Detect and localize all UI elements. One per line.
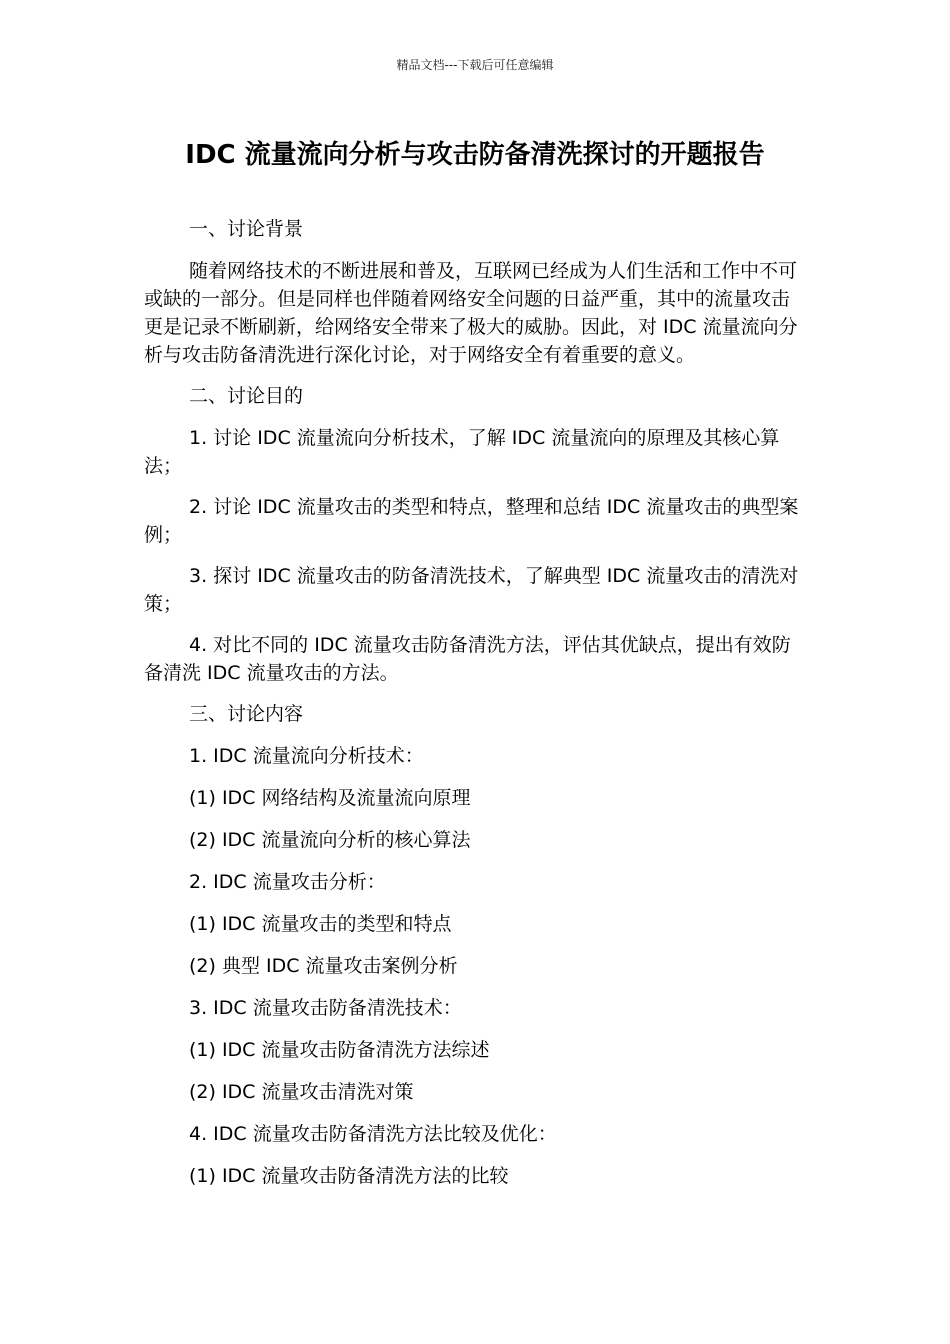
purpose-item-3: 3. 探讨 IDC 流量攻击的防备清洗技术，了解典型 IDC 流量攻击的清洗对策； — [144, 565, 799, 615]
section-heading-purpose: 二、讨论目的 — [189, 385, 304, 407]
section-heading-background: 一、讨论背景 — [189, 218, 304, 240]
document-title: IDC 流量流向分析与攻击防备清洗探讨的开题报告 — [185, 140, 765, 170]
purpose-item-2: 2. 讨论 IDC 流量攻击的类型和特点，整理和总结 IDC 流量攻击的典型案例； — [144, 496, 799, 546]
header-note: 精品文档---下载后可任意编辑 — [396, 58, 554, 72]
content-item-2-1: (1) IDC 流量攻击的类型和特点 — [189, 913, 452, 935]
content-item-3-1: (1) IDC 流量攻击防备清洗方法综述 — [189, 1039, 490, 1061]
content-item-4: 4. IDC 流量攻击防备清洗方法比较及优化： — [189, 1123, 557, 1145]
content-item-4-1: (1) IDC 流量攻击防备清洗方法的比较 — [189, 1165, 509, 1187]
section-heading-content: 三、讨论内容 — [189, 703, 304, 725]
content-item-2: 2. IDC 流量攻击分析： — [189, 871, 386, 893]
content-item-1-2: (2) IDC 流量流向分析的核心算法 — [189, 829, 471, 851]
purpose-item-1: 1. 讨论 IDC 流量流向分析技术，了解 IDC 流量流向的原理及其核心算法； — [144, 427, 780, 477]
content-item-1: 1. IDC 流量流向分析技术： — [189, 745, 424, 767]
content-item-3-2: (2) IDC 流量攻击清洗对策 — [189, 1081, 414, 1103]
content-item-3: 3. IDC 流量攻击防备清洗技术： — [189, 997, 462, 1019]
content-item-2-2: (2) 典型 IDC 流量攻击案例分析 — [189, 955, 458, 977]
background-paragraph: 随着网络技术的不断进展和普及，互联网已经成为人们生活和工作中不可或缺的一部分。但是同样也伴随着网络安全问题的日益严重，其中的流量攻击更是记录不断刷新，给网络安全带来了极大的威胁。因此，对 IDC 流量流向分析与攻击防备清洗进行深化讨论，对于网络安全有着重要的意义。 — [144, 260, 798, 366]
purpose-item-4: 4. 对比不同的 IDC 流量攻击防备清洗方法，评估其优缺点，提出有效防备清洗 IDC 流量攻击的方法。 — [144, 634, 791, 684]
content-item-1-1: (1) IDC 网络结构及流量流向原理 — [189, 787, 471, 809]
document-body — [144, 215, 806, 1204]
